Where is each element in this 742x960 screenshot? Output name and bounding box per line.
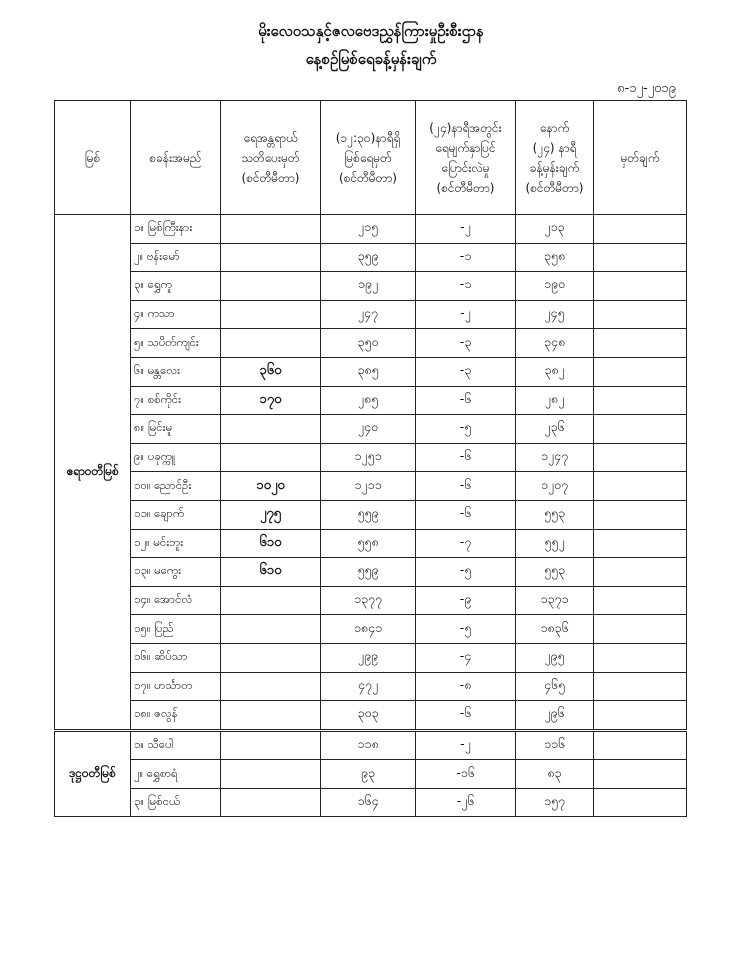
level-change-cell: -၆ <box>416 472 516 501</box>
remarks-cell <box>594 760 687 789</box>
station-name-cell: ၃။ ရွှေကူ <box>131 272 221 301</box>
remarks-cell <box>594 215 687 244</box>
remarks-cell <box>594 500 687 529</box>
water-level-cell: ၃၈၅ <box>321 357 416 386</box>
table-row <box>55 472 687 501</box>
remarks-cell <box>594 415 687 444</box>
forecast-cell: ၁၁၆ <box>516 730 594 760</box>
table-row <box>55 357 687 386</box>
page-subtitle: နေ့စဉ်မြစ်ရေခန့်မှန်းချက် <box>305 50 437 68</box>
forecast-cell: ၂၉၅ <box>516 643 594 672</box>
level-change-cell: -၄ <box>416 643 516 672</box>
danger-level-cell <box>221 243 321 272</box>
danger-level-cell: ၆၁၀ <box>221 529 321 558</box>
table-row <box>55 615 687 644</box>
table-row <box>55 243 687 272</box>
level-change-cell: -၆ <box>416 701 516 731</box>
water-level-cell: ၅၅၉ <box>321 558 416 587</box>
remarks-cell <box>594 386 687 415</box>
level-change-cell: -၁ <box>416 243 516 272</box>
table-row <box>55 701 687 731</box>
forecast-cell: ၁၂၀၇ <box>516 472 594 501</box>
table-row <box>55 643 687 672</box>
water-level-cell: ၂၄၀ <box>321 415 416 444</box>
station-name-cell: ၄။ ကသာ <box>131 300 221 329</box>
water-level-cell: ၁၆၄ <box>321 788 416 817</box>
danger-level-cell <box>221 272 321 301</box>
table-row <box>55 500 687 529</box>
station-name-cell: ၁၃။ မကွေး <box>131 558 221 587</box>
forecast-cell: ၃၈၂ <box>516 357 594 386</box>
water-level-cell: ၂၈၅ <box>321 386 416 415</box>
table-row <box>55 586 687 615</box>
forecast-cell: ၅၅၂ <box>516 529 594 558</box>
water-level-cell: ၉၃ <box>321 760 416 789</box>
danger-level-cell <box>221 643 321 672</box>
water-level-cell: ၃၅၀ <box>321 329 416 358</box>
water-level-cell: ၂၉၉ <box>321 643 416 672</box>
station-name-cell: ၁၅။ ပြည် <box>131 615 221 644</box>
level-change-cell: -၈ <box>416 672 516 701</box>
forecast-cell: ၃၅၈ <box>516 243 594 272</box>
table-row <box>55 443 687 472</box>
remarks-cell <box>594 701 687 731</box>
level-change-cell: -၅ <box>416 615 516 644</box>
danger-level-cell: ၆၁၀ <box>221 558 321 587</box>
remarks-cell <box>594 529 687 558</box>
col-header-level: (၁၂:၃၀)နာရီရှိ မြစ်ရေမှတ် (စင်တီမီတာ) <box>321 101 416 215</box>
danger-level-cell <box>221 672 321 701</box>
river-name-cell: ဧရာဝတီမြစ် <box>55 215 131 731</box>
col-header-river: မြစ် <box>55 101 131 215</box>
level-change-cell: -၆ <box>416 386 516 415</box>
danger-level-cell <box>221 586 321 615</box>
water-level-cell: ၁၂၅၁ <box>321 443 416 472</box>
station-name-cell: ၂။ ဗန်းမော် <box>131 243 221 272</box>
station-name-cell: ၈။ မြင်းမူ <box>131 415 221 444</box>
station-name-cell: ၆။ မန္တလေး <box>131 357 221 386</box>
col-header-remarks: မှတ်ချက် <box>594 101 687 215</box>
water-level-cell: ၄၇၂ <box>321 672 416 701</box>
danger-level-cell <box>221 701 321 731</box>
forecast-cell: ၁၈၃၆ <box>516 615 594 644</box>
station-name-cell: ၁၂။ မင်းဘူး <box>131 529 221 558</box>
remarks-cell <box>594 788 687 817</box>
forecast-cell: ၂၉၆ <box>516 701 594 731</box>
col-header-change: (၂၄)နာရီအတွင်း ရေမျက်နှာပြင် ပြောင်းလဲမှု (စင်တီမီတာ) <box>416 101 516 215</box>
station-name-cell: ၅။ သပိတ်ကျင်း <box>131 329 221 358</box>
remarks-cell <box>594 586 687 615</box>
table-row <box>55 529 687 558</box>
station-name-cell: ၇။ စစ်ကိုင်း <box>131 386 221 415</box>
water-level-cell: ၁၂၁၁ <box>321 472 416 501</box>
danger-level-cell <box>221 730 321 760</box>
remarks-cell <box>594 643 687 672</box>
level-change-cell: -၅ <box>416 415 516 444</box>
level-change-cell: -၂ <box>416 215 516 244</box>
danger-level-cell <box>221 300 321 329</box>
danger-level-cell: ၁၇၀ <box>221 386 321 415</box>
danger-level-cell <box>221 329 321 358</box>
river-name-cell: ဒုဋ္ဌဝတီမြစ် <box>55 730 131 817</box>
danger-level-cell: ၃၆၀ <box>221 357 321 386</box>
forecast-cell: ၅၅၃ <box>516 500 594 529</box>
water-level-cell: ၂၄၇ <box>321 300 416 329</box>
water-level-cell: ၅၅၉ <box>321 500 416 529</box>
col-header-danger: ရေအန္တရာယ် သတိပေးမှတ် (စင်တီမီတာ) <box>221 101 321 215</box>
forecast-cell: ၂၈၂ <box>516 386 594 415</box>
danger-level-cell <box>221 415 321 444</box>
water-level-cell: ၁၉၂ <box>321 272 416 301</box>
forecast-cell: ၂၁၃ <box>516 215 594 244</box>
level-change-cell: -၁ <box>416 272 516 301</box>
station-name-cell: ၉။ ပခုက္ကူ <box>131 443 221 472</box>
table-row <box>55 272 687 301</box>
col-header-station: စခန်းအမည် <box>131 101 221 215</box>
col-header-forecast: နောက် (၂၄) နာရီ ခန့်မှန်းချက် (စင်တီမီတာ) <box>516 101 594 215</box>
remarks-cell <box>594 300 687 329</box>
forecast-cell: ၃၄၈ <box>516 329 594 358</box>
station-name-cell: ၁။ မြစ်ကြီးနား <box>131 215 221 244</box>
table-row <box>55 215 687 244</box>
station-name-cell: ၃။ မြစ်ငယ် <box>131 788 221 817</box>
table-row <box>55 300 687 329</box>
station-name-cell: ၁၀။ ညောင်ဦး <box>131 472 221 501</box>
forecast-cell: ၁၂၄၇ <box>516 443 594 472</box>
water-level-cell: ၂၁၅ <box>321 215 416 244</box>
water-level-cell: ၃၀၃ <box>321 701 416 731</box>
danger-level-cell <box>221 215 321 244</box>
danger-level-cell <box>221 788 321 817</box>
forecast-cell: ၄၆၅ <box>516 672 594 701</box>
water-level-cell: ၁၃၇၇ <box>321 586 416 615</box>
forecast-cell: ၁၉၀ <box>516 272 594 301</box>
forecast-cell: ၁၅၇ <box>516 788 594 817</box>
remarks-cell <box>594 329 687 358</box>
remarks-cell <box>594 443 687 472</box>
remarks-cell <box>594 357 687 386</box>
danger-level-cell: ၁၀၂၀ <box>221 472 321 501</box>
station-name-cell: ၁၇။ ဟင်္သာတ <box>131 672 221 701</box>
danger-level-cell <box>221 443 321 472</box>
level-change-cell: -၅ <box>416 558 516 587</box>
forecast-cell: ၁၃၇၁ <box>516 586 594 615</box>
danger-level-cell: ၂၇၅ <box>221 500 321 529</box>
river-forecast-table <box>54 100 687 817</box>
level-change-cell: -၉ <box>416 586 516 615</box>
water-level-cell: ၃၅၉ <box>321 243 416 272</box>
forecast-cell: ၈၃ <box>516 760 594 789</box>
remarks-cell <box>594 472 687 501</box>
table-row <box>55 730 687 760</box>
level-change-cell: -၆ <box>416 443 516 472</box>
level-change-cell: -၃ <box>416 357 516 386</box>
station-name-cell: ၁၄။ အောင်လံ <box>131 586 221 615</box>
forecast-cell: ၂၄၅ <box>516 300 594 329</box>
level-change-cell: -၃ <box>416 329 516 358</box>
remarks-cell <box>594 243 687 272</box>
level-change-cell: -၁၆ <box>416 760 516 789</box>
table-row <box>55 386 687 415</box>
table-row <box>55 415 687 444</box>
station-name-cell: ၁၁။ ချောက် <box>131 500 221 529</box>
water-level-cell: ၁၈၄၁ <box>321 615 416 644</box>
station-name-cell: ၁။ သီပေါ <box>131 730 221 760</box>
station-name-cell: ၁၈။ ဇလွန် <box>131 701 221 731</box>
level-change-cell: -၇ <box>416 529 516 558</box>
danger-level-cell <box>221 760 321 789</box>
station-name-cell: ၁၆။ ဆိပ်သာ <box>131 643 221 672</box>
remarks-cell <box>594 272 687 301</box>
water-level-cell: ၅၅၈ <box>321 529 416 558</box>
table-row <box>55 760 687 789</box>
remarks-cell <box>594 558 687 587</box>
remarks-cell <box>594 672 687 701</box>
station-name-cell: ၂။ ရွှေစာရံ <box>131 760 221 789</box>
danger-level-cell <box>221 615 321 644</box>
level-change-cell: -၆ <box>416 500 516 529</box>
page-title: မိုးလေဝသနှင့်ဇလဗေဒညွှန်ကြားမှုဦးစီးဌာန <box>258 22 484 40</box>
table-row <box>55 558 687 587</box>
table-row <box>55 788 687 817</box>
level-change-cell: -၂ <box>416 300 516 329</box>
forecast-cell: ၅၅၃ <box>516 558 594 587</box>
level-change-cell: -၂၆ <box>416 788 516 817</box>
water-level-cell: ၁၁၈ <box>321 730 416 760</box>
level-change-cell: -၂ <box>416 730 516 760</box>
table-header-row <box>55 101 687 215</box>
remarks-cell <box>594 615 687 644</box>
table-row <box>55 329 687 358</box>
remarks-cell <box>594 730 687 760</box>
table-row <box>55 672 687 701</box>
report-date: ၈-၁၂-၂၀၁၉ <box>617 81 676 96</box>
forecast-cell: ၂၃၆ <box>516 415 594 444</box>
